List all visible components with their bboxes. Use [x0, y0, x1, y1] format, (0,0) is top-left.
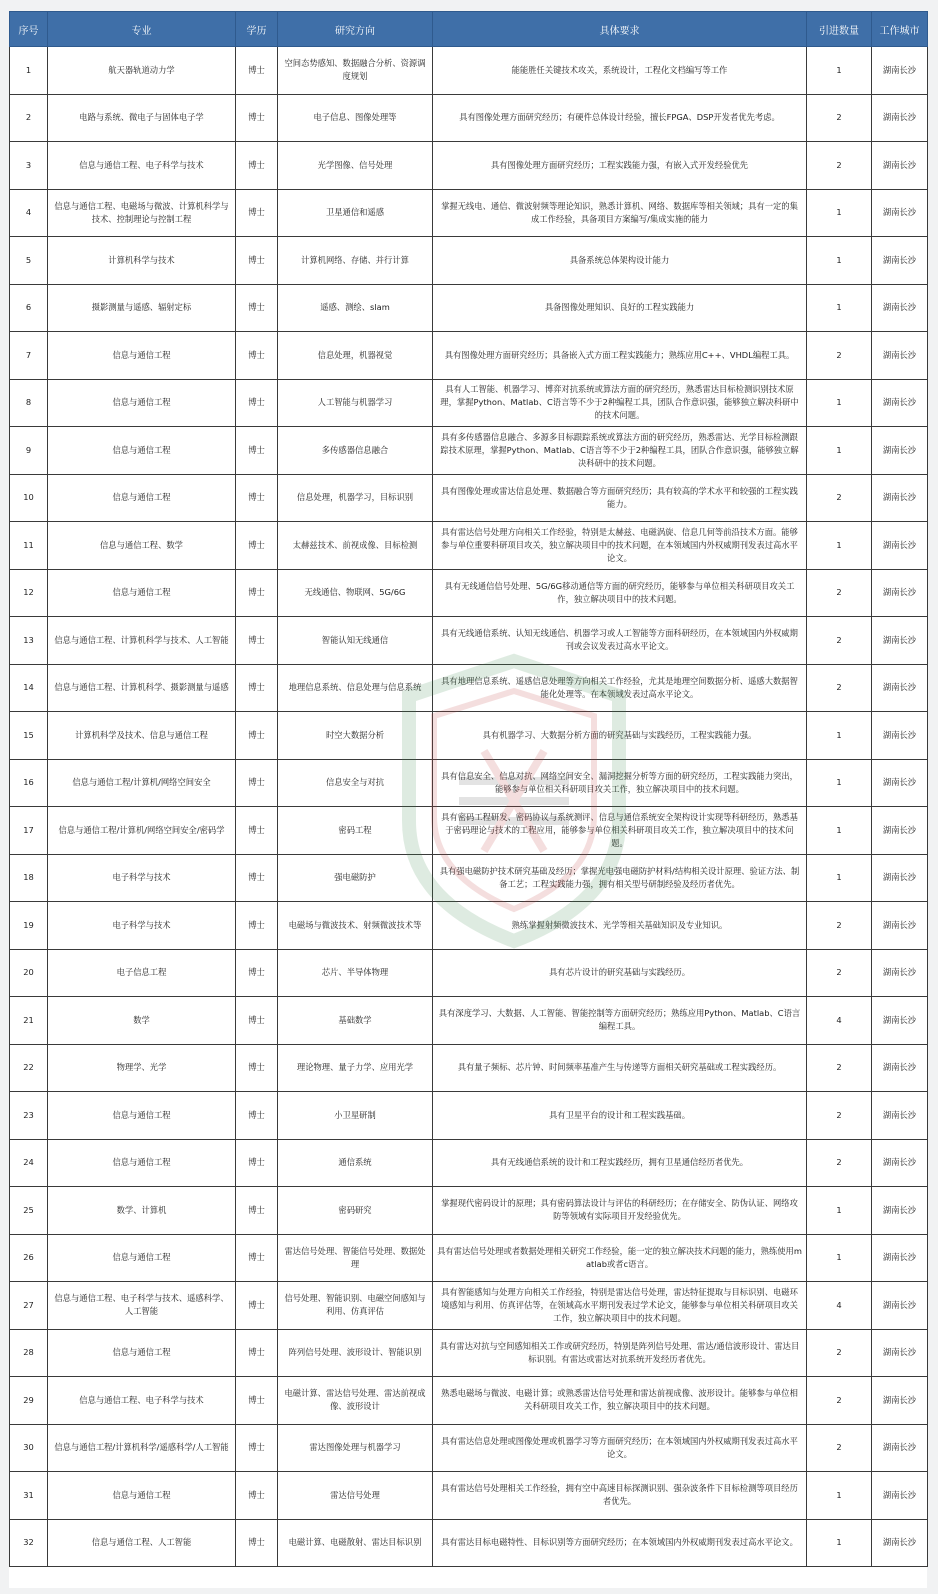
cell-quantity: 1	[807, 1187, 872, 1235]
cell-city: 湖南长沙	[872, 1044, 928, 1092]
cell-quantity: 1	[807, 237, 872, 285]
cell-quantity: 2	[807, 1139, 872, 1187]
cell-major: 信息与通信工程	[48, 1139, 236, 1187]
cell-index: 25	[10, 1187, 48, 1235]
table-row	[10, 332, 928, 380]
table-row	[10, 1139, 928, 1187]
table-row	[10, 284, 928, 332]
cell-research-direction: 光学图像、信号处理	[278, 142, 433, 190]
cell-city: 湖南长沙	[872, 807, 928, 855]
cell-city: 湖南长沙	[872, 569, 928, 617]
cell-research-direction: 雷达信号处理	[278, 1472, 433, 1520]
cell-index: 18	[10, 854, 48, 902]
cell-city: 湖南长沙	[872, 1139, 928, 1187]
cell-city: 湖南长沙	[872, 332, 928, 380]
cell-quantity: 1	[807, 47, 872, 95]
cell-index: 21	[10, 997, 48, 1045]
cell-major: 信息与通信工程、电子科学与技术	[48, 1377, 236, 1425]
cell-major: 信息与通信工程/计算机/网络空间安全	[48, 759, 236, 807]
cell-city: 湖南长沙	[872, 854, 928, 902]
cell-major: 信息与通信工程、数学	[48, 522, 236, 570]
header-degree: 学历	[236, 12, 278, 47]
header-index: 序号	[10, 12, 48, 47]
cell-requirements: 具有信息安全、信息对抗、网络空间安全、漏洞挖掘分析等方面的研究经历，工程实践能力突出，能够参与单位相关科研项目攻关工作，独立解决项目中的技术问题。	[433, 759, 807, 807]
cell-index: 6	[10, 284, 48, 332]
cell-index: 26	[10, 1234, 48, 1282]
cell-requirements: 具有地理信息系统、遥感信息处理等方向相关工作经验，尤其是地理空间数据分析、遥感大数据智能化处理等。在本领域发表过高水平论文。	[433, 664, 807, 712]
cell-degree: 博士	[236, 474, 278, 522]
cell-requirements: 熟练掌握射频微波技术、光学等相关基础知识及专业知识。	[433, 902, 807, 950]
cell-degree: 博士	[236, 332, 278, 380]
cell-requirements: 熟悉电磁场与微波、电磁计算；或熟悉雷达信号处理和雷达前视成像、波形设计。能够参与单位相关科研项目攻关工作，独立解决项目中的技术问题。	[433, 1377, 807, 1425]
cell-degree: 博士	[236, 1282, 278, 1330]
table-row	[10, 189, 928, 237]
table-row	[10, 1519, 928, 1567]
cell-requirements: 具有雷达信号处理或者数据处理相关研究工作经验，能一定的独立解决技术问题的能力，熟练使用matlab或者c语言。	[433, 1234, 807, 1282]
cell-index: 14	[10, 664, 48, 712]
cell-degree: 博士	[236, 522, 278, 570]
cell-degree: 博士	[236, 1092, 278, 1140]
cell-quantity: 1	[807, 1234, 872, 1282]
cell-degree: 博士	[236, 237, 278, 285]
cell-research-direction: 计算机网络、存储、并行计算	[278, 237, 433, 285]
cell-degree: 博士	[236, 47, 278, 95]
cell-quantity: 1	[807, 1519, 872, 1567]
table-row	[10, 1377, 928, 1425]
cell-quantity: 4	[807, 1282, 872, 1330]
cell-city: 湖南长沙	[872, 1282, 928, 1330]
recruitment-table	[9, 11, 928, 1567]
cell-degree: 博士	[236, 284, 278, 332]
cell-degree: 博士	[236, 1234, 278, 1282]
cell-quantity: 1	[807, 284, 872, 332]
cell-major: 数学、计算机	[48, 1187, 236, 1235]
cell-research-direction: 密码研究	[278, 1187, 433, 1235]
cell-major: 信息与通信工程、计算机科学与技术、人工智能	[48, 617, 236, 665]
cell-degree: 博士	[236, 1519, 278, 1567]
cell-requirements: 具有雷达信号处理相关工作经验，拥有空中高速目标探测识别、强杂波条件下目标检测等项目经历者优先。	[433, 1472, 807, 1520]
cell-major: 电子信息工程	[48, 949, 236, 997]
cell-requirements: 具有雷达信号处理方向相关工作经验，特别是太赫兹、电磁涡旋、信息几何等前沿技术方面。能够参与单位重要科研项目攻关，独立解决项目中的技术问题，在本领域国内外权威期刊发表过高水平论文。	[433, 522, 807, 570]
cell-degree: 博士	[236, 712, 278, 760]
cell-quantity: 1	[807, 427, 872, 475]
cell-requirements: 具备系统总体架构设计能力	[433, 237, 807, 285]
cell-requirements: 能能胜任关键技术攻关，系统设计，工程化文档编写等工作	[433, 47, 807, 95]
cell-major: 电子科学与技术	[48, 902, 236, 950]
cell-research-direction: 无线通信、物联网、5G/6G	[278, 569, 433, 617]
cell-requirements: 具有芯片设计的研究基础与实践经历。	[433, 949, 807, 997]
cell-research-direction: 人工智能与机器学习	[278, 379, 433, 427]
cell-index: 29	[10, 1377, 48, 1425]
table-row	[10, 474, 928, 522]
cell-research-direction: 太赫兹技术、前视成像、目标检测	[278, 522, 433, 570]
cell-major: 信息与通信工程	[48, 1472, 236, 1520]
cell-city: 湖南长沙	[872, 427, 928, 475]
table-row	[10, 427, 928, 475]
cell-major: 物理学、光学	[48, 1044, 236, 1092]
cell-degree: 博士	[236, 1187, 278, 1235]
cell-research-direction: 电磁计算、电磁散射、雷达目标识别	[278, 1519, 433, 1567]
table-row	[10, 1282, 928, 1330]
cell-major: 信息与通信工程、电子科学与技术、遥感科学、人工智能	[48, 1282, 236, 1330]
cell-degree: 博士	[236, 1329, 278, 1377]
cell-major: 信息与通信工程	[48, 569, 236, 617]
cell-research-direction: 理论物理、量子力学、应用光学	[278, 1044, 433, 1092]
cell-index: 10	[10, 474, 48, 522]
cell-city: 湖南长沙	[872, 94, 928, 142]
cell-requirements: 具有无线通信信号处理、5G/6G移动通信等方面的研究经历，能够参与单位相关科研项目攻关工作，独立解决项目中的技术问题。	[433, 569, 807, 617]
cell-city: 湖南长沙	[872, 902, 928, 950]
cell-research-direction: 时空大数据分析	[278, 712, 433, 760]
cell-major: 信息与通信工程、计算机科学、摄影测量与遥感	[48, 664, 236, 712]
cell-quantity: 1	[807, 522, 872, 570]
cell-requirements: 具有量子频标、芯片钟、时间频率基准产生与传递等方面相关研究基础或工程实践经历。	[433, 1044, 807, 1092]
cell-quantity: 2	[807, 1424, 872, 1472]
cell-city: 湖南长沙	[872, 1234, 928, 1282]
cell-index: 22	[10, 1044, 48, 1092]
cell-index: 4	[10, 189, 48, 237]
cell-research-direction: 信息处理，机器视觉	[278, 332, 433, 380]
cell-index: 8	[10, 379, 48, 427]
cell-quantity: 1	[807, 759, 872, 807]
cell-city: 湖南长沙	[872, 1519, 928, 1567]
cell-city: 湖南长沙	[872, 522, 928, 570]
cell-city: 湖南长沙	[872, 474, 928, 522]
table-row	[10, 1234, 928, 1282]
table-row	[10, 47, 928, 95]
cell-city: 湖南长沙	[872, 379, 928, 427]
cell-research-direction: 多传感器信息融合	[278, 427, 433, 475]
cell-quantity: 2	[807, 94, 872, 142]
cell-requirements: 具有图像处理方面研究经历；工程实践能力强，有嵌入式开发经验优先	[433, 142, 807, 190]
cell-index: 17	[10, 807, 48, 855]
table-body	[10, 47, 928, 1567]
cell-requirements: 具有多传感器信息融合、多源多目标跟踪系统或算法方面的研究经历，熟悉雷达、光学目标检测跟踪技术原理，掌握Python、Matlab、C语言等不少于2种编程工具，团队合作意识强，能够独立解决科研中的技术问题。	[433, 427, 807, 475]
cell-city: 湖南长沙	[872, 1092, 928, 1140]
cell-index: 7	[10, 332, 48, 380]
cell-research-direction: 基础数学	[278, 997, 433, 1045]
cell-index: 30	[10, 1424, 48, 1472]
header-major: 专业	[48, 12, 236, 47]
table-row	[10, 1187, 928, 1235]
table-row	[10, 1329, 928, 1377]
cell-major: 信息与通信工程	[48, 1234, 236, 1282]
cell-major: 电子科学与技术	[48, 854, 236, 902]
cell-research-direction: 遥感、测绘、slam	[278, 284, 433, 332]
table-row	[10, 94, 928, 142]
cell-research-direction: 电磁计算、雷达信号处理、雷达前视成像、波形设计	[278, 1377, 433, 1425]
table-row	[10, 237, 928, 285]
cell-degree: 博士	[236, 759, 278, 807]
cell-major: 数学	[48, 997, 236, 1045]
cell-requirements: 具备图像处理知识、良好的工程实践能力	[433, 284, 807, 332]
header-requirements: 具体要求	[433, 12, 807, 47]
cell-major: 航天器轨道动力学	[48, 47, 236, 95]
cell-city: 湖南长沙	[872, 142, 928, 190]
cell-major: 计算机科学及技术、信息与通信工程	[48, 712, 236, 760]
table-row	[10, 569, 928, 617]
cell-city: 湖南长沙	[872, 712, 928, 760]
cell-index: 24	[10, 1139, 48, 1187]
table-row	[10, 902, 928, 950]
cell-city: 湖南长沙	[872, 47, 928, 95]
cell-city: 湖南长沙	[872, 997, 928, 1045]
cell-research-direction: 卫星通信和遥感	[278, 189, 433, 237]
cell-index: 28	[10, 1329, 48, 1377]
cell-major: 信息与通信工程、人工智能	[48, 1519, 236, 1567]
table-row	[10, 1424, 928, 1472]
cell-major: 信息与通信工程	[48, 1092, 236, 1140]
cell-major: 信息与通信工程/计算机/网络空间安全/密码学	[48, 807, 236, 855]
cell-city: 湖南长沙	[872, 237, 928, 285]
cell-research-direction: 智能认知无线通信	[278, 617, 433, 665]
table-row	[10, 854, 928, 902]
cell-degree: 博士	[236, 854, 278, 902]
cell-city: 湖南长沙	[872, 284, 928, 332]
cell-research-direction: 小卫星研制	[278, 1092, 433, 1140]
cell-quantity: 2	[807, 664, 872, 712]
cell-major: 摄影测量与遥感、辐射定标	[48, 284, 236, 332]
cell-degree: 博士	[236, 1139, 278, 1187]
cell-requirements: 具有图像处理或雷达信息处理、数据融合等方面研究经历；具有较高的学术水平和较强的工程实践能力。	[433, 474, 807, 522]
cell-research-direction: 密码工程	[278, 807, 433, 855]
cell-degree: 博士	[236, 617, 278, 665]
cell-requirements: 具有密码工程研发、密码协议与系统测评、信息与通信系统安全架构设计实现等科研经历，熟悉基于密码理论与技术的工程应用，能够参与单位相关科研项目攻关工作，独立解决项目中的技术问题。	[433, 807, 807, 855]
table-header-row	[10, 12, 928, 47]
cell-major: 信息与通信工程/计算机科学/遥感科学/人工智能	[48, 1424, 236, 1472]
cell-research-direction: 雷达信号处理、智能信号处理、数据处理	[278, 1234, 433, 1282]
cell-requirements: 具有无线通信系统、认知无线通信、机器学习或人工智能等方面科研经历，在本领域国内外权威期刊或会议发表过高水平论文。	[433, 617, 807, 665]
table-row	[10, 664, 928, 712]
cell-index: 2	[10, 94, 48, 142]
cell-degree: 博士	[236, 427, 278, 475]
table-row	[10, 142, 928, 190]
cell-requirements: 具有雷达信息处理或图像处理或机器学习等方面研究经历；在本领域国内外权威期刊发表过高水平论文。	[433, 1424, 807, 1472]
cell-research-direction: 地理信息系统、信息处理与信息系统	[278, 664, 433, 712]
cell-quantity: 2	[807, 332, 872, 380]
cell-quantity: 1	[807, 1472, 872, 1520]
cell-index: 1	[10, 47, 48, 95]
table-row	[10, 712, 928, 760]
table-row	[10, 522, 928, 570]
cell-degree: 博士	[236, 902, 278, 950]
cell-index: 31	[10, 1472, 48, 1520]
cell-degree: 博士	[236, 142, 278, 190]
cell-quantity: 1	[807, 712, 872, 760]
cell-quantity: 1	[807, 189, 872, 237]
cell-index: 12	[10, 569, 48, 617]
cell-quantity: 2	[807, 902, 872, 950]
table-row	[10, 997, 928, 1045]
cell-index: 16	[10, 759, 48, 807]
cell-degree: 博士	[236, 189, 278, 237]
cell-degree: 博士	[236, 949, 278, 997]
cell-index: 11	[10, 522, 48, 570]
cell-city: 湖南长沙	[872, 1187, 928, 1235]
table-row	[10, 1092, 928, 1140]
cell-quantity: 1	[807, 807, 872, 855]
cell-research-direction: 空间态势感知、数据融合分析、资源调度规划	[278, 47, 433, 95]
cell-quantity: 4	[807, 997, 872, 1045]
recruitment-table-page	[9, 11, 927, 1588]
cell-degree: 博士	[236, 664, 278, 712]
cell-degree: 博士	[236, 997, 278, 1045]
cell-research-direction: 信息处理，机器学习，目标识别	[278, 474, 433, 522]
cell-city: 湖南长沙	[872, 949, 928, 997]
cell-research-direction: 强电磁防护	[278, 854, 433, 902]
cell-requirements: 掌握无线电、通信、微波射频等理论知识，熟悉计算机、网络、数据库等相关领域；具有一定的集成工作经验，具备项目方案编写/集成实施的能力	[433, 189, 807, 237]
cell-degree: 博士	[236, 807, 278, 855]
cell-requirements: 具有图像处理方面研究经历；有硬件总体设计经验，擅长FPGA、DSP开发者优先考虑。	[433, 94, 807, 142]
cell-quantity: 2	[807, 1044, 872, 1092]
header-quantity: 引进数量	[807, 12, 872, 47]
cell-quantity: 2	[807, 949, 872, 997]
cell-quantity: 2	[807, 1377, 872, 1425]
cell-quantity: 2	[807, 142, 872, 190]
cell-major: 信息与通信工程	[48, 474, 236, 522]
cell-index: 13	[10, 617, 48, 665]
cell-requirements: 具有雷达对抗与空间感知相关工作或研究经历，特别是阵列信号处理、雷达/通信波形设计、雷达目标识别。有雷达或雷达对抗系统开发经历者优先。	[433, 1329, 807, 1377]
cell-major: 信息与通信工程	[48, 379, 236, 427]
cell-research-direction: 电磁场与微波技术、射频微波技术等	[278, 902, 433, 950]
cell-quantity: 2	[807, 1092, 872, 1140]
cell-major: 计算机科学与技术	[48, 237, 236, 285]
cell-degree: 博士	[236, 1044, 278, 1092]
cell-research-direction: 雷达图像处理与机器学习	[278, 1424, 433, 1472]
cell-quantity: 2	[807, 569, 872, 617]
cell-quantity: 1	[807, 379, 872, 427]
cell-index: 9	[10, 427, 48, 475]
cell-city: 湖南长沙	[872, 1472, 928, 1520]
cell-city: 湖南长沙	[872, 1377, 928, 1425]
cell-research-direction: 信息安全与对抗	[278, 759, 433, 807]
cell-degree: 博士	[236, 379, 278, 427]
cell-index: 15	[10, 712, 48, 760]
cell-major: 信息与通信工程、电磁场与微波、计算机科学与技术、控制理论与控制工程	[48, 189, 236, 237]
table-row	[10, 807, 928, 855]
cell-city: 湖南长沙	[872, 1424, 928, 1472]
cell-index: 19	[10, 902, 48, 950]
cell-city: 湖南长沙	[872, 1329, 928, 1377]
header-research-direction: 研究方向	[278, 12, 433, 47]
header-city: 工作城市	[872, 12, 928, 47]
cell-degree: 博士	[236, 1377, 278, 1425]
cell-requirements: 具有强电磁防护技术研究基础及经历；掌握光电强电磁防护材料/结构相关设计原理、验证方法、制备工艺；工程实践能力强，拥有相关型号研制经验及经历者优先。	[433, 854, 807, 902]
cell-index: 3	[10, 142, 48, 190]
cell-index: 27	[10, 1282, 48, 1330]
cell-index: 5	[10, 237, 48, 285]
cell-major: 信息与通信工程	[48, 427, 236, 475]
cell-index: 23	[10, 1092, 48, 1140]
table-row	[10, 759, 928, 807]
cell-requirements: 掌握现代密码设计的原理；具有密码算法设计与评估的科研经历；在存储安全、防伪认证、网络攻防等领域有实际项目开发经验优先。	[433, 1187, 807, 1235]
cell-requirements: 具有卫星平台的设计和工程实践基础。	[433, 1092, 807, 1140]
cell-research-direction: 电子信息、图像处理等	[278, 94, 433, 142]
cell-research-direction: 信号处理、智能识别、电磁空间感知与利用、仿真评估	[278, 1282, 433, 1330]
cell-research-direction: 通信系统	[278, 1139, 433, 1187]
cell-degree: 博士	[236, 94, 278, 142]
cell-requirements: 具有机器学习、大数据分析方面的研究基础与实践经历，工程实践能力强。	[433, 712, 807, 760]
table-row	[10, 617, 928, 665]
cell-city: 湖南长沙	[872, 617, 928, 665]
cell-requirements: 具有深度学习、大数据、人工智能、智能控制等方面研究经历；熟练应用Python、Matlab、C语言编程工具。	[433, 997, 807, 1045]
cell-index: 32	[10, 1519, 48, 1567]
cell-research-direction: 阵列信号处理、波形设计、智能识别	[278, 1329, 433, 1377]
table-row	[10, 379, 928, 427]
cell-city: 湖南长沙	[872, 759, 928, 807]
cell-degree: 博士	[236, 569, 278, 617]
cell-requirements: 具有无线通信系统的设计和工程实践经历，拥有卫星通信经历者优先。	[433, 1139, 807, 1187]
cell-research-direction: 芯片、半导体物理	[278, 949, 433, 997]
cell-requirements: 具有雷达目标电磁特性、目标识别等方面研究经历；在本领域国内外权威期刊发表过高水平论文。	[433, 1519, 807, 1567]
cell-requirements: 具有图像处理方面研究经历；具备嵌入式方面工程实践能力；熟练应用C++、VHDL编程工具。	[433, 332, 807, 380]
cell-quantity: 2	[807, 474, 872, 522]
cell-degree: 博士	[236, 1424, 278, 1472]
cell-index: 20	[10, 949, 48, 997]
cell-city: 湖南长沙	[872, 189, 928, 237]
table-row	[10, 949, 928, 997]
cell-major: 信息与通信工程	[48, 1329, 236, 1377]
cell-quantity: 2	[807, 617, 872, 665]
cell-quantity: 2	[807, 1329, 872, 1377]
cell-requirements: 具有智能感知与处理方向相关工作经验，特别是雷达信号处理，雷达特征提取与目标识别、电磁环境感知与利用、仿真评估等，在领域高水平期刊发表过学术论文，能够参与单位相关科研项目攻关工作，独立解决项目中的技术问题。	[433, 1282, 807, 1330]
cell-requirements: 具有人工智能、机器学习、博弈对抗系统或算法方面的研究经历，熟悉雷达目标检测识别技术原理，掌握Python、Matlab、C语言等不少于2种编程工具，团队合作意识强，能够独立解决科研中的技术问题。	[433, 379, 807, 427]
cell-degree: 博士	[236, 1472, 278, 1520]
cell-major: 电路与系统、微电子与固体电子学	[48, 94, 236, 142]
cell-quantity: 1	[807, 854, 872, 902]
cell-major: 信息与通信工程	[48, 332, 236, 380]
table-row	[10, 1472, 928, 1520]
table-row	[10, 1044, 928, 1092]
cell-major: 信息与通信工程、电子科学与技术	[48, 142, 236, 190]
cell-city: 湖南长沙	[872, 664, 928, 712]
